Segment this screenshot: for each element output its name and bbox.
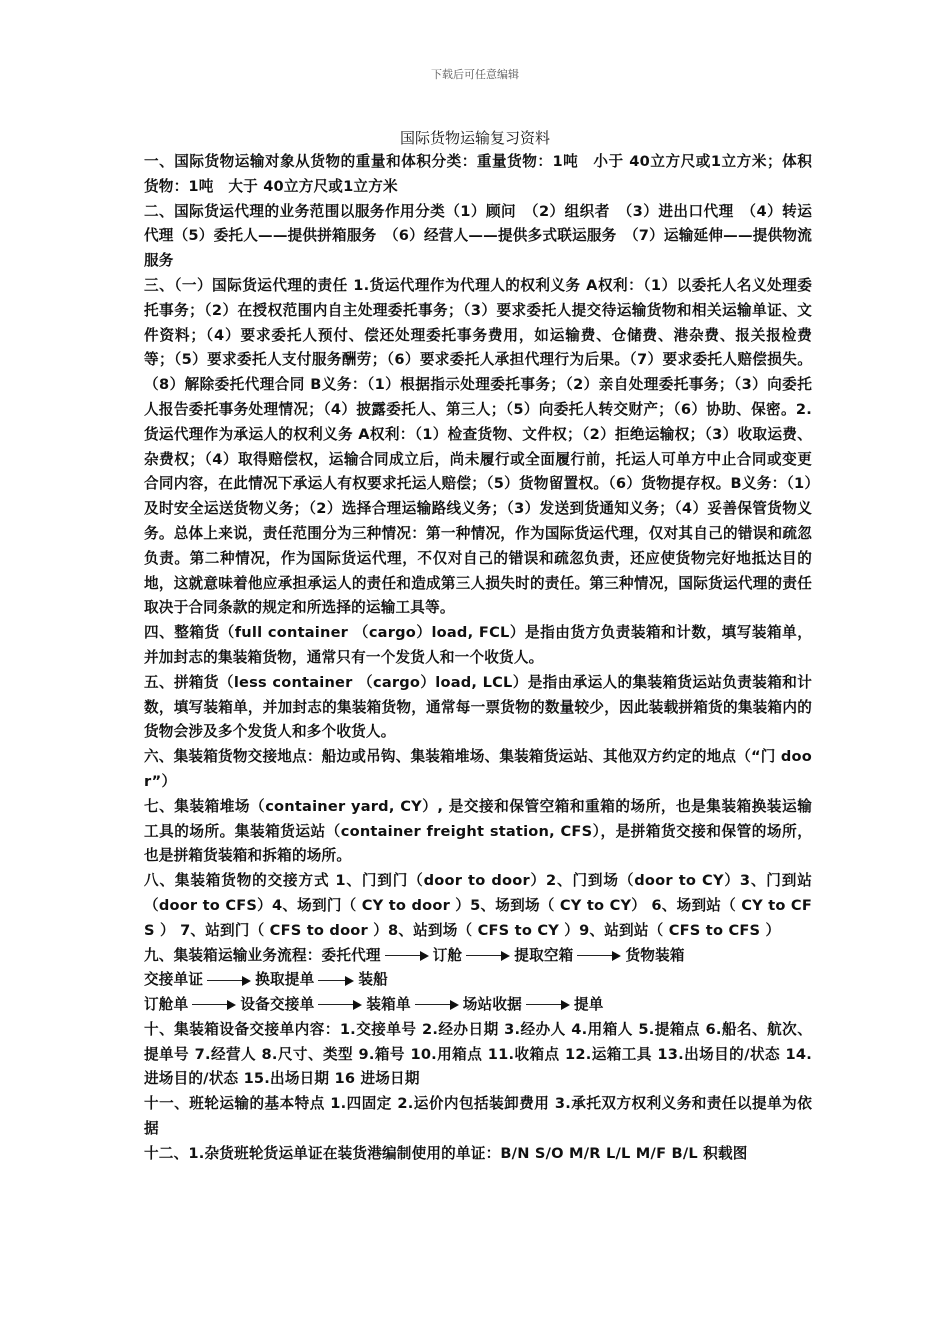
arrow-right-icon: [577, 951, 621, 961]
flow-step: 提单: [573, 996, 604, 1014]
paragraph-10: 十、集装箱设备交接单内容：1.交接单号 2.经办日期 3.经办人 4.用箱人 5.提箱点 6.船名、航次、提单号 7.经营人 8.尺寸、类型 9.箱号 10.用箱点 11.收箱点 12.运箱工具 13.出场目的/状态 14.进场目的/状态 15.出场日期 16 进场日期: [144, 1020, 812, 1088]
flow-line-3: [144, 993, 812, 1018]
flow-step: 订舱单: [144, 996, 189, 1014]
arrow-right-icon: [415, 1000, 459, 1010]
arrow-right-icon: [207, 976, 251, 986]
paragraph-12: 十二、1.杂货班轮货运单证在装货港编制使用的单证：B/N S/O M/R L/L M/F B/L 积载图: [144, 1144, 748, 1162]
arrow-right-icon: [385, 951, 429, 961]
paragraph-7: 七、集装箱堆场（container yard, CY）, 是交接和保管空箱和重箱的场所，也是集装箱换装运输工具的场所。集装箱货运站（container freight station, CFS），是拼箱货交接和保管的场所，也是拼箱货装箱和拆箱的场所。: [144, 797, 812, 865]
paragraph-4: 四、整箱货（full container （cargo）load, FCL）是指由货方负责装箱和计数，填写装箱单，并加封志的集装箱货物，通常只有一个发货人和一个收货人。: [144, 624, 812, 666]
flow-step: 九、集装箱运输业务流程：委托代理: [144, 946, 381, 964]
paragraph-8: 八、集装箱货物的交接方式 1、门到门（door to door）2、门到场（door to CY）3、门到站（door to CFS）4、场到门（ CY to door ）5、场到场（ CY to CY） 6、场到站（ CY to CFS ） 7、站到门（ CFS to door ）8、站到场（ CFS to CY ）9、站到站（ CFS to CFS ）: [144, 872, 812, 939]
flow-step: 货物装箱: [625, 946, 685, 964]
flow-step: 订舱: [432, 946, 463, 964]
flow-step: 装箱单: [366, 996, 411, 1014]
arrow-right-icon: [526, 1000, 570, 1010]
flow-step: 换取提单: [255, 971, 315, 989]
arrow-right-icon: [318, 1000, 362, 1010]
document-body: [144, 150, 812, 1167]
arrow-right-icon: [466, 951, 510, 961]
document-title: 国际货物运输复习资料: [399, 129, 550, 147]
arrow-right-icon: [192, 1000, 236, 1010]
paragraph-2: 二、国际货运代理的业务范围以服务作用分类（1）顾问 （2）组织者 （3）进出口代理 （4）转运代理（5）委托人——提供拼箱服务 （6）经营人——提供多式联运服务 （7）运输延伸——提供物流服务: [144, 202, 812, 270]
flow-line-1: [144, 944, 812, 969]
flow-step: 交接单证: [144, 971, 204, 989]
paragraph-1: 一、国际货物运输对象从货物的重量和体积分类：重量货物：1吨 小于 40立方尺或1立方米；体积货物：1吨 大于 40立方尺或1立方米: [144, 153, 812, 195]
paragraph-5: 五、拼箱货（less container （cargo）load, LCL）是指由承运人的集装箱货运站负责装箱和计数，填写装箱单，并加封志的集装箱货物，通常每一票货物的数量较少，因此装载拼箱货的集装箱内的货物会涉及多个发货人和多个收货人。: [144, 673, 812, 741]
flow-step: 装船: [358, 971, 388, 989]
flow-step: 提取空箱: [514, 946, 574, 964]
paragraph-11: 十一、班轮运输的基本特点 1.四固定 2.运价内包括装卸费用 3.承托双方权利义务和责任以提单为依据: [144, 1095, 812, 1138]
flow-step: 场站收据: [462, 996, 522, 1014]
flow-line-2: [144, 968, 812, 993]
header-note: 下载后可任意编辑: [431, 68, 519, 81]
paragraph-6: 六、集装箱货物交接地点：船边或吊钩、集装箱堆场、集装箱货运站、其他双方约定的地点（“门 door”）: [144, 748, 812, 790]
arrow-right-icon: [318, 976, 354, 986]
paragraph-3: 三、（一）国际货运代理的责任 1.货运代理作为代理人的权利义务 A权利：（1）以委托人名义处理委托事务；（2）在授权范围内自主处理委托事务；（3）要求委托人提交待运输货物和相关运输单证、文件资料；（4）要求委托人预付、偿还处理委托事务费用，如运输费、仓储费、港杂费、报关报检费等；（5）要求委托人支付服务酬劳；（6）要求委托人承担代理行为后果。（7）要求委托人赔偿损失。（8）解除委托代理合同 B义务：（1）根据指示处理委托事务；（2）亲自处理委托事务；（3）向委托人报告委托事务处理情况；（4）披露委托人、第三人；（5）向委托人转交财产；（6）协助、保密。2. 货运代理作为承运人的权利义务 A权利：（1）检查货物、文件权；（2）拒绝运输权；（3）收取运费、杂费权；（4）取得赔偿权，运输合同成立后，尚未履行或全面履行前，托运人可单方中止合同或变更合同内容，在此情况下承运人有权要求托运人赔偿；（5）货物留置权。（6）货物提存权。B义务：（1）及时安全运送货物义务；（2）选择合理运输路线义务；（3）发送到货通知义务；（4）妥善保管货物义务。总体上来说，责任范围分为三种情况：第一种情况，作为国际货运代理，仅对其自己的错误和疏忽负责。第二种情况，作为国际货运代理，不仅对自己的错误和疏忽负责，还应使货物完好地抵达目的地，这就意味着他应承担承运人的责任和造成第三人损失时的责任。第三种情况，国际货运代理的责任取决于合同条款的规定和所选择的运输工具等。: [144, 276, 812, 617]
flow-step: 设备交接单: [240, 996, 315, 1014]
